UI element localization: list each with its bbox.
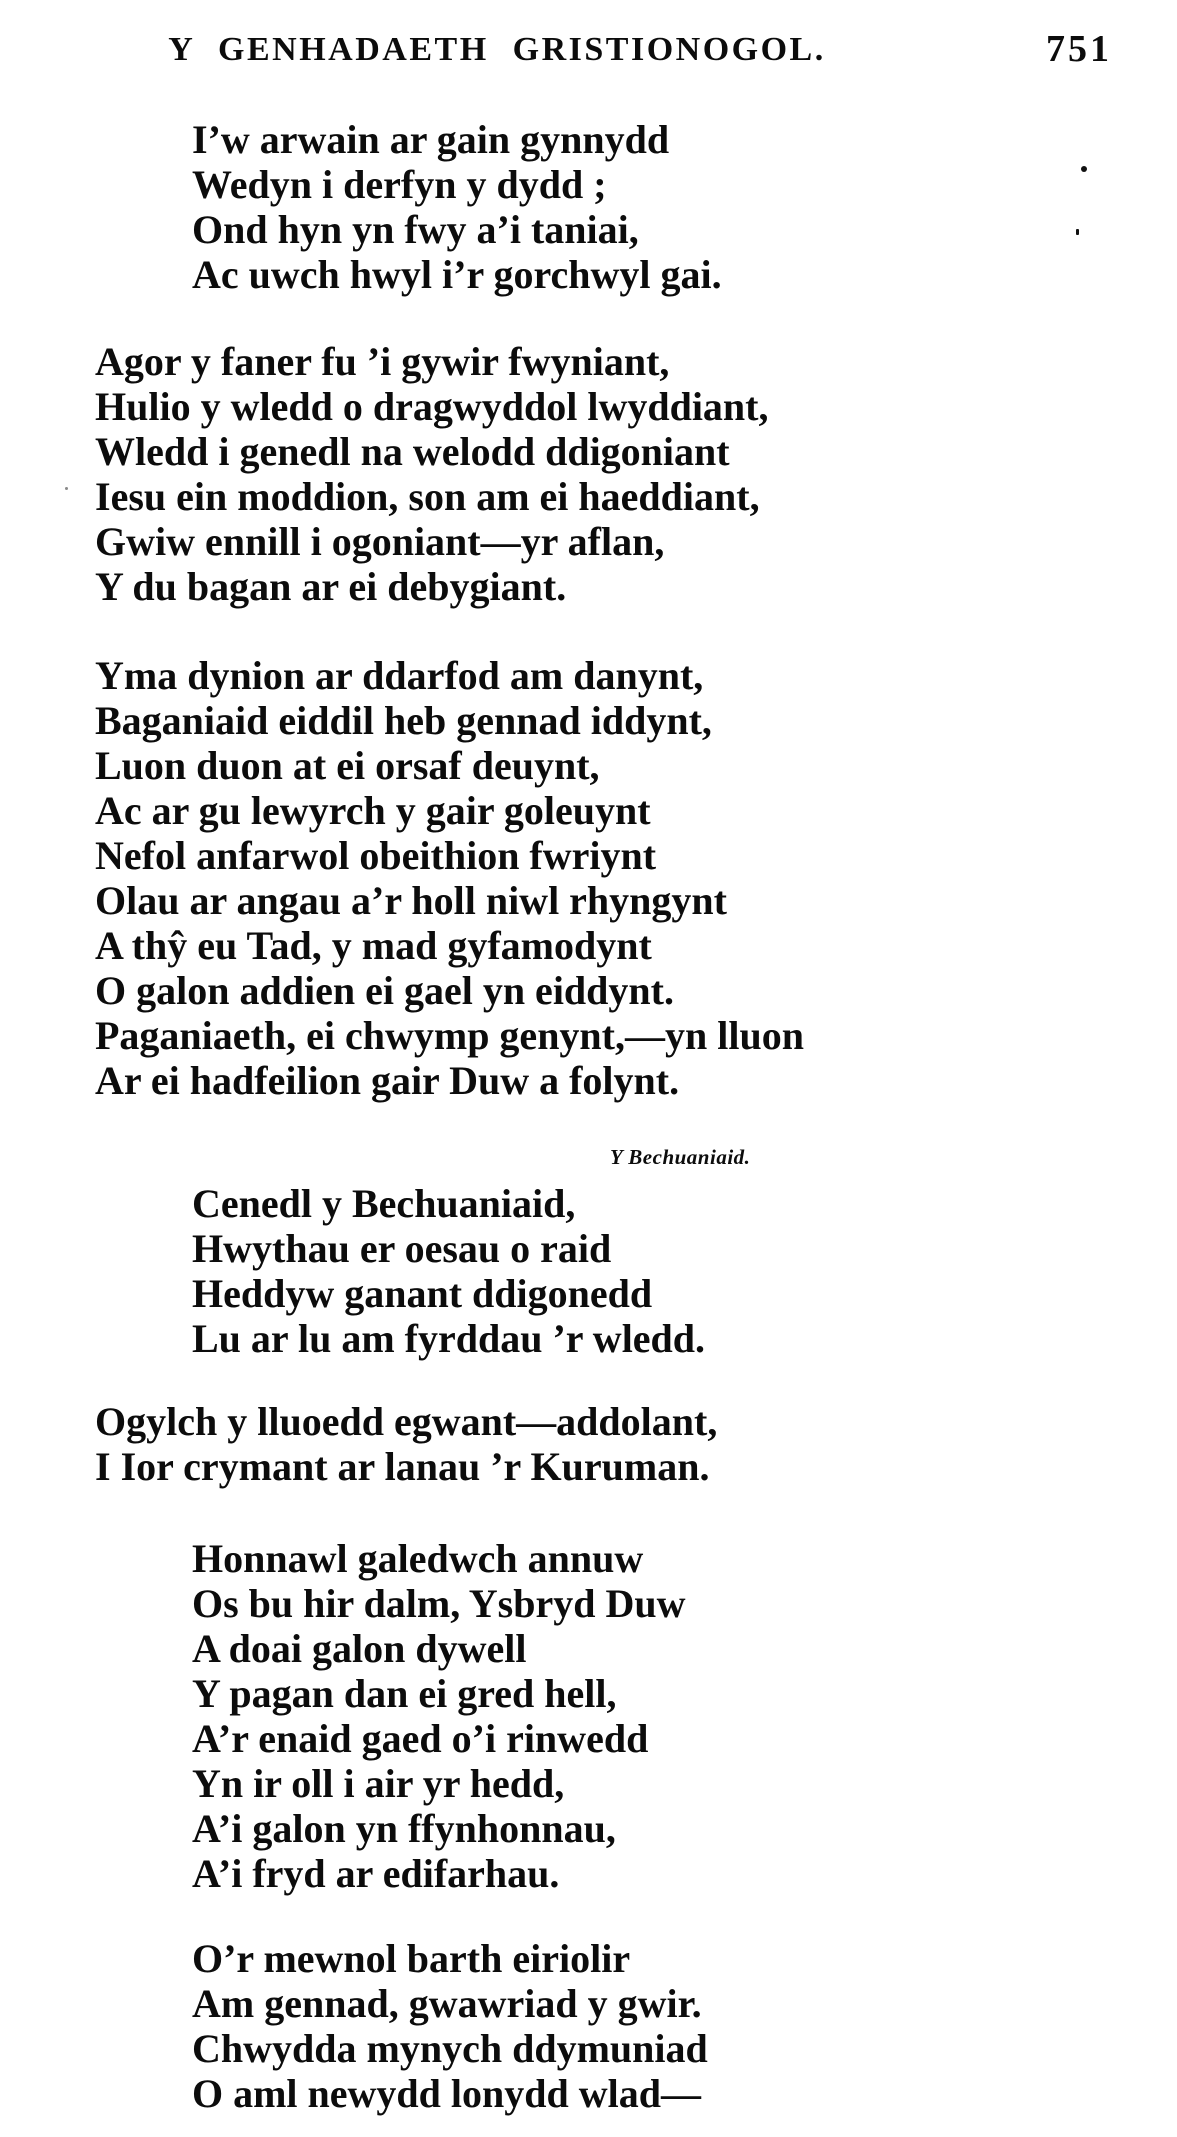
poem-line: O aml newydd lonydd wlad— bbox=[192, 2071, 702, 2116]
poem-line: Nefol anfarwol obeithion fwriynt bbox=[95, 833, 657, 878]
poem-line: Cenedl y Bechuaniaid, bbox=[192, 1181, 576, 1226]
ink-speck bbox=[1081, 166, 1087, 172]
poem-line: I Ior crymant ar lanau ’r Kuruman. bbox=[95, 1444, 710, 1489]
stanza-3 bbox=[95, 653, 804, 1103]
poem-line: Y du bagan ar ei debygiant. bbox=[95, 564, 567, 609]
poem-line: Am gennad, gwawriad y gwir. bbox=[192, 1981, 702, 2026]
poem-line: Iesu ein moddion, son am ei haeddiant, bbox=[95, 474, 760, 519]
poem-line: Baganiaid eiddil heb gennad iddynt, bbox=[95, 698, 712, 743]
poem-line: Hulio y wledd o dragwyddol lwyddiant, bbox=[95, 384, 769, 429]
poem-line: Yn ir oll i air yr hedd, bbox=[192, 1761, 565, 1806]
poem-line: Ogylch y lluoedd egwant—addolant, bbox=[95, 1399, 718, 1444]
poem-line: Agor y faner fu ’i gywir fwyniant, bbox=[95, 339, 670, 384]
poem-line: Luon duon at ei orsaf deuynt, bbox=[95, 743, 600, 788]
page-number: 751 bbox=[1046, 28, 1112, 70]
stanza-4 bbox=[192, 1181, 705, 1361]
poem-line: Ond hyn yn fwy a’i taniai, bbox=[192, 207, 639, 252]
section-caption: Y Bechuaniaid. bbox=[610, 1145, 751, 1169]
poem-line: Heddyw ganant ddigonedd bbox=[192, 1271, 653, 1316]
page-title: Y GENHADAETH GRISTIONOGOL. bbox=[168, 31, 826, 68]
poem-line: Os bu hir dalm, Ysbryd Duw bbox=[192, 1581, 686, 1626]
poem-line: A doai galon dywell bbox=[192, 1626, 527, 1671]
stanza-7 bbox=[192, 1936, 708, 2116]
poem-line: A’i galon yn ffynhonnau, bbox=[192, 1806, 616, 1851]
poem-line: Hwythau er oesau o raid bbox=[192, 1226, 612, 1271]
poem-line: Gwiw ennill i ogoniant—yr aflan, bbox=[95, 519, 665, 564]
poem-line: Ac uwch hwyl i’r gorchwyl gai. bbox=[192, 252, 722, 297]
stanza-6 bbox=[192, 1536, 685, 1896]
ink-speck bbox=[65, 487, 68, 490]
poem-line: Wledd i genedl na welodd ddigoniant bbox=[95, 429, 730, 474]
poem-line: Ar ei hadfeilion gair Duw a folynt. bbox=[95, 1058, 680, 1103]
stanza-5 bbox=[95, 1399, 717, 1489]
poem-line: A’i fryd ar edifarhau. bbox=[192, 1851, 560, 1896]
poem-line: Yma dynion ar ddarfod am danynt, bbox=[95, 653, 704, 698]
poem-line: Y pagan dan ei gred hell, bbox=[192, 1671, 617, 1716]
poem-line: A’r enaid gaed o’i rinwedd bbox=[192, 1716, 649, 1761]
poem-line: Ac ar gu lewyrch y gair goleuynt bbox=[95, 788, 651, 833]
poem-line: I’w arwain ar gain gynnydd bbox=[192, 117, 670, 162]
poem-line: Chwydda mynych ddymuniad bbox=[192, 2026, 708, 2071]
poem-line: Paganiaeth, ei chwymp genynt,—yn lluon bbox=[95, 1013, 804, 1058]
ink-speck bbox=[1076, 229, 1079, 235]
stanza-2 bbox=[95, 339, 769, 609]
poem-line: Olau ar angau a’r holl niwl rhyngynt bbox=[95, 878, 727, 923]
poem-line: Wedyn i derfyn y dydd ; bbox=[192, 162, 607, 207]
poem-line: O galon addien ei gael yn eiddynt. bbox=[95, 968, 674, 1013]
poem-line: Lu ar lu am fyrddau ’r wledd. bbox=[192, 1316, 706, 1361]
poem-line: O’r mewnol barth eiriolir bbox=[192, 1936, 631, 1981]
poem-line: A thŷ eu Tad, y mad gyfamodynt bbox=[95, 923, 652, 968]
stanza-1 bbox=[192, 117, 722, 297]
poem-line: Honnawl galedwch annuw bbox=[192, 1536, 644, 1581]
